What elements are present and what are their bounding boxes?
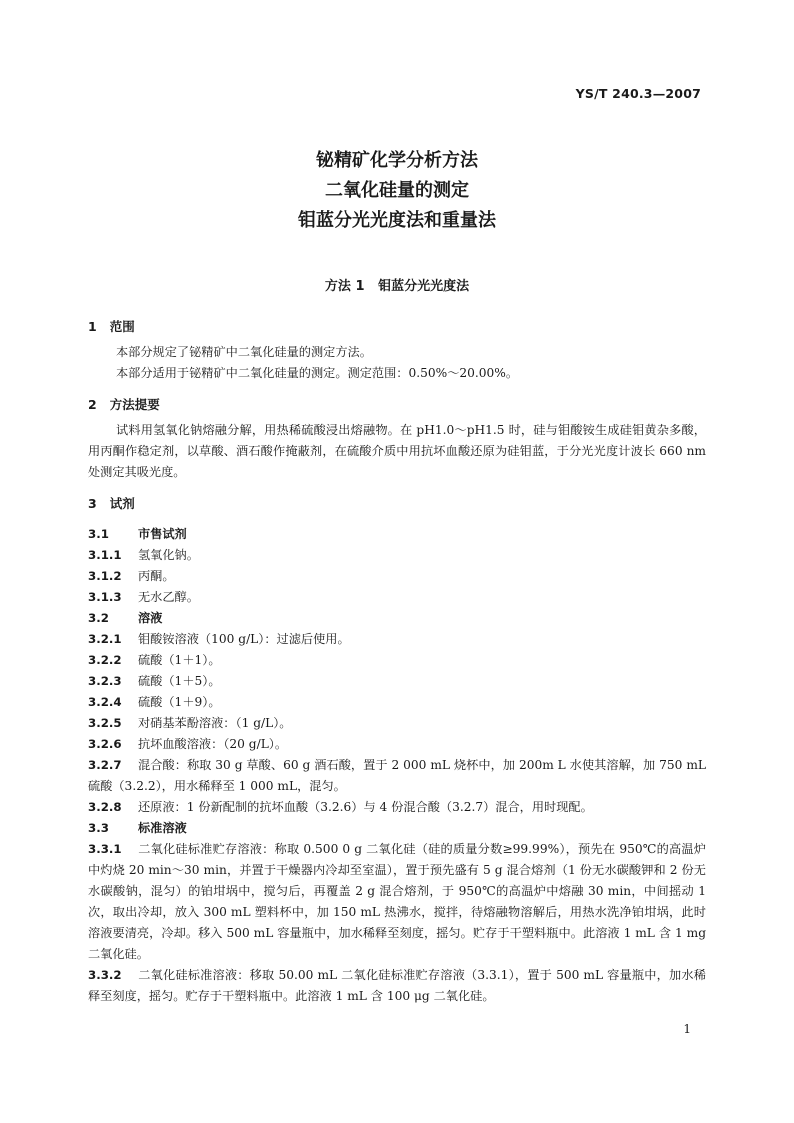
clause-3-1-2 [88,566,706,587]
standard-code: YS/T 240.3—2007 [575,86,701,101]
clause-text: 硫酸（1＋1）。 [138,653,221,667]
title-line-1: 铋精矿化学分析方法 [316,150,478,171]
clause-3-2-4 [88,692,706,713]
clause-text: 还原液：1 份新配制的抗坏血酸（3.2.6）与 4 份混合酸（3.2.7）混合，用时现配。 [138,800,593,814]
clause-text: 氢氧化钠。 [138,548,199,562]
clause-3-3-2 [88,965,706,1007]
clause-number: 3.1.3 [88,590,122,604]
clause-number: 3.2.6 [88,737,122,751]
clause-text: 丙酮。 [138,569,175,583]
clause-3-2-6 [88,734,706,755]
clause-3-2-3 [88,671,706,692]
clause-text: 无水乙醇。 [138,590,199,604]
clause-text: 二氧化硅标准贮存溶液：称取 0.500 0 g 二氧化硅（硅的质量分数≥99.99%），预先在 950℃的高温炉中灼烧 20 min～30 min，并置于干燥器内冷却至室温），置于预先盛有 5 g 混合熔剂（1 份无水碳酸钾和 2 份无水碳酸钠，混匀）的铂坩埚中，搅匀后，再覆盖 2 g 混合熔剂，于 950℃的高温炉中熔融 30 min，中间摇动 1 次，取出冷却，放入 300 mL 塑料杯中，加 150 mL 热沸水，搅拌，待熔融物溶解后，用热水洗净铂坩埚，此时溶液要清亮，冷却。移入 500 mL 容量瓶中，加水稀释至刻度，摇匀。贮存于干塑料瓶中。此溶液 1 mL 含 1 mg 二氧化硅。 [88,842,706,961]
clause-3-1-1 [88,545,706,566]
section-2-para: 试料用氢氧化钠熔融分解，用热稀硫酸浸出熔融物。在 pH1.0～pH1.5 时，硅与钼酸铵生成硅钼黄杂多酸，用丙酮作稳定剂，以草酸、酒石酸作掩蔽剂，在硫酸介质中用抗坏血酸还原为硅钼蓝，于分光光度计波长 660 nm 处测定其吸光度。 [88,423,706,479]
clause-text: 硫酸（1＋5）。 [138,674,221,688]
clause-number: 3.2.8 [88,800,122,814]
clause-text: 抗坏血酸溶液：（20 g/L）。 [138,737,288,751]
clause-text: 钼酸铵溶液（100 g/L）：过滤后使用。 [138,632,350,646]
clause-text: 二氧化硅标准溶液：移取 50.00 mL 二氧化硅标准贮存溶液（3.3.1），置于 500 mL 容量瓶中，加水稀释至刻度，摇匀。贮存于干塑料瓶中。此溶液 1 mL 含 100 μg 二氧化硅。 [88,968,706,1003]
clause-number: 3.2 [88,611,109,625]
title-line-3: 钼蓝分光光度法和重量法 [298,210,496,231]
section-3-heading: 3 试剂 [88,496,135,511]
clause-number: 3.2.4 [88,695,122,709]
page-number: 1 [683,1022,691,1036]
section-1-heading: 1 范围 [88,319,135,334]
clause-number: 3.3 [88,821,109,835]
clause-number: 3.3.1 [88,842,122,856]
clause-text: 对硝基苯酚溶液：（1 g/L）。 [138,716,292,730]
clause-3-3-1 [88,839,706,965]
clause-3-2-5 [88,713,706,734]
document-title [0,146,794,236]
clause-3-2-1 [88,629,706,650]
clause-3-1 [88,524,706,545]
title-line-2: 二氧化硅量的测定 [325,180,469,201]
document-body [88,316,706,1007]
clause-text: 市售试剂 [138,527,187,541]
section-2-heading: 2 方法提要 [88,397,160,412]
clause-3-2-8 [88,797,706,818]
section-1-para-1: 本部分规定了铋精矿中二氧化硅量的测定方法。 [116,345,372,359]
clause-3-1-3 [88,587,706,608]
clause-text: 溶液 [138,611,163,625]
clause-number: 3.2.3 [88,674,122,688]
clause-text: 硫酸（1＋9）。 [138,695,221,709]
clause-number: 3.1.1 [88,548,122,562]
clause-3-3 [88,818,706,839]
clause-number: 3.2.5 [88,716,122,730]
clause-number: 3.2.2 [88,653,122,667]
clause-number: 3.1.2 [88,569,122,583]
clause-3-2-7 [88,755,706,797]
clause-3-2 [88,608,706,629]
clause-text: 标准溶液 [138,821,187,835]
clause-3-2-2 [88,650,706,671]
clause-number: 3.2.1 [88,632,122,646]
section-1-para-2: 本部分适用于铋精矿中二氧化硅量的测定。测定范围：0.50%～20.00%。 [116,366,519,380]
clause-number: 3.2.7 [88,758,122,772]
clause-text: 混合酸：称取 30 g 草酸、60 g 酒石酸，置于 2 000 mL 烧杯中，加 200m L 水使其溶解，加 750 mL 硫酸（3.2.2），用水稀释至 1 000 mL，混匀。 [88,758,706,793]
clause-number: 3.3.2 [88,968,122,982]
method-heading: 方法 1 钼蓝分光光度法 [324,279,470,294]
clause-number: 3.1 [88,527,109,541]
